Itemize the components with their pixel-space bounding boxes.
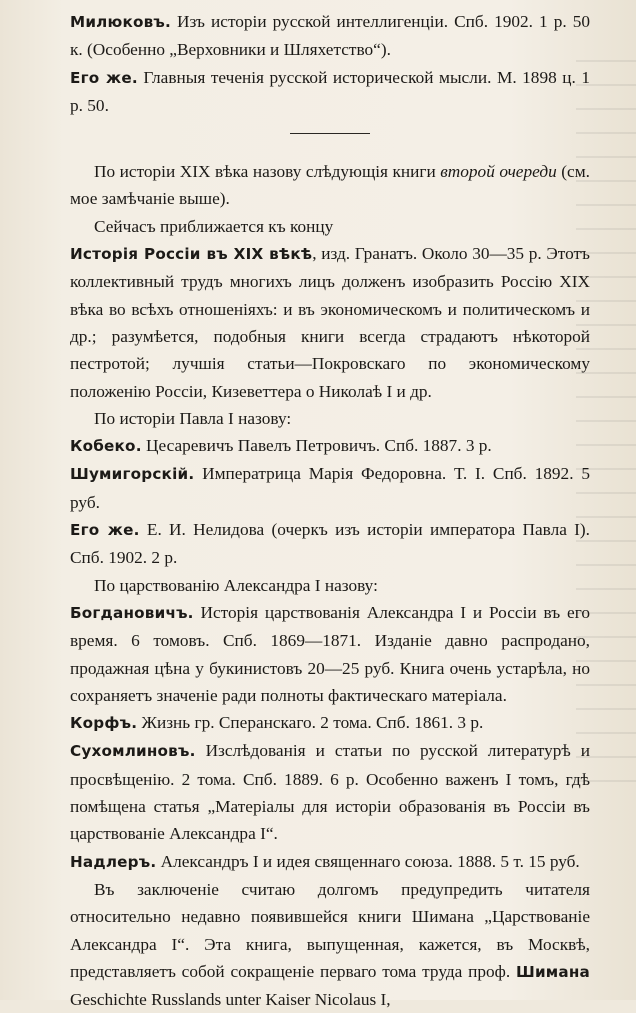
paragraph-conclusion: Въ заключеніе считаю долгомъ предупредить читателя относительно недавно появившейся книги Шимана „Царствованіе Александра I“. Эта книга, выпущенная, кажется, въ Москвѣ, представляетъ собой сокращеніе перваго тома труда проф. Шимана Geschichte Russlands unter Kaiser Nicolaus I, — [70, 879, 590, 1010]
entry-sukhomlinov — [70, 737, 590, 847]
entry-shumigorsky — [70, 460, 590, 516]
entry-text: Изъ исторіи русской интеллигенціи. Спб. 1902. 1 р. 50 к. (Особенно „Верховники и Шляхетство“). — [70, 12, 590, 60]
entry-shumigorsky-2 — [70, 516, 590, 572]
paragraph-xix-century: По исторіи XIX вѣка назову слѣдующія книги второй очереди (см. мое замѣчаніе выше). — [70, 162, 590, 209]
author-name: Милюковъ. — [70, 13, 171, 31]
entry-text: , изд. Гранатъ. Около 30—35 р. Этотъ коллективный трудъ многихъ лицъ долженъ изобразить Россію XIX вѣка во всѣхъ отношеніяхъ: и въ экономическомъ и политическомъ и др.; разумѣется, подобныя книги всегда страдаютъ нѣкоторой пестротой; лучшія статьи—Покровскаго по экономическому положенію Россіи, Кизеветтера о Николаѣ I и др. — [70, 244, 590, 401]
author-name: Шимана — [515, 962, 590, 981]
entry-korf — [70, 709, 590, 737]
entry-miliukov-1 — [70, 8, 590, 64]
author-name: Шумигорскій. — [70, 465, 195, 484]
book-title: Исторія Россіи въ XIX вѣкѣ — [70, 245, 313, 264]
entry-history-of-russia — [70, 240, 590, 405]
entry-text: Цесаревичъ Павелъ Петровичъ. Спб. 1887. 3 р. — [141, 436, 492, 456]
emphasis-second-priority: второй очереди — [440, 162, 557, 182]
entry-bogdanovich — [70, 599, 590, 709]
entry-nadler — [70, 848, 590, 876]
author-name: Сухомлиновъ. — [70, 742, 196, 761]
entry-text: Главныя теченія русской исторической мысли. М. 1898 ц. 1 р. 50. — [70, 67, 590, 115]
entry-kobeko — [70, 432, 590, 460]
entry-text: Изслѣдованія и статьи по русской литературѣ и просвѣщенію. 2 тома. Спб. 1889. 6 р. Особенно важенъ I томъ, гдѣ помѣщена статья „Матеріалы для исторіи образованія въ Россіи въ царствованіе Александра I“. — [70, 741, 590, 844]
author-name: Корфъ. — [70, 714, 138, 733]
author-name: Богдановичъ. — [70, 603, 194, 622]
entry-text: Императрица Марія Федоровна. Т. I. Спб. 1892. 5 руб. — [70, 464, 590, 512]
entry-text: Исторія царствованія Александра I и Россіи въ его время. 6 томовъ. Спб. 1869—1871. Изданіе давно распродано, продажная цѣна у букинистовъ 20—25 руб. Книга очень устарѣла, но сохраняетъ значеніе ради полноты фактическаго матеріала. — [70, 602, 590, 705]
entry-miliukov-2 — [70, 64, 590, 120]
author-name: Его же. — [70, 521, 140, 540]
section-divider — [290, 133, 370, 134]
text-column — [70, 8, 590, 1013]
author-name: Кобеко. — [70, 437, 142, 456]
entry-text: Александръ I и идея священнаго союза. 1888. 5 т. 15 руб. — [156, 851, 580, 871]
paragraph-now: Сейчасъ приближается къ концу — [94, 216, 334, 236]
entry-text: Е. И. Нелидова (очеркъ изъ исторіи императора Павла I). Спб. 1902. 2 р. — [70, 520, 590, 568]
author-name: Надлеръ. — [70, 852, 157, 871]
paragraph-alexander: По царствованію Александра I назову: — [94, 575, 378, 595]
entry-text: Жизнь гр. Сперанскаго. 2 тома. Спб. 1861. 3 р. — [137, 713, 484, 733]
author-name: Его же. — [70, 68, 138, 87]
paragraph-paul: По исторіи Павла I назову: — [94, 408, 292, 428]
